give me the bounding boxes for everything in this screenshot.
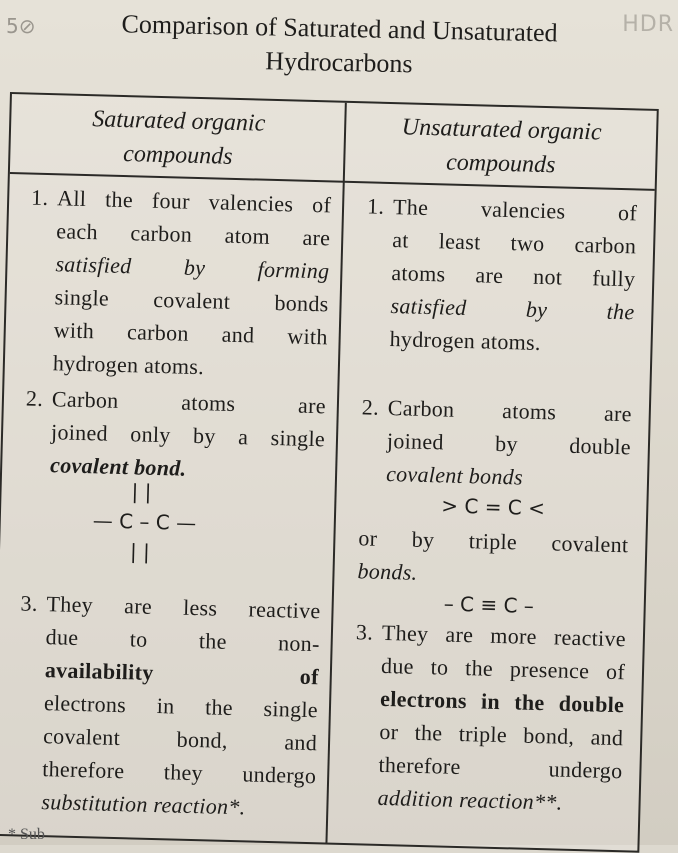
point-number: 3. [355, 619, 374, 645]
title-line-2: Hydrocarbons [264, 46, 413, 79]
saturated-point-2 [24, 382, 326, 489]
point-number: 1. [30, 184, 49, 211]
text-line: The valencies of [392, 194, 638, 226]
text-line: at least two carbon [391, 227, 637, 259]
header-saturated-line-1: Saturated organic [91, 106, 266, 137]
text-line: substitution reaction*. [41, 789, 246, 820]
text-line: each carbon atom are [56, 218, 331, 251]
hdr-watermark: HDR [622, 12, 674, 37]
text-line: bonds. [357, 558, 418, 585]
saturated-point-1 [27, 181, 332, 387]
header-unsaturated-line-2: compounds [445, 149, 556, 179]
corner-mark-left: 5⊘ [6, 14, 36, 38]
text-line: therefore they undergo [41, 756, 317, 789]
unsaturated-point-2 [360, 390, 632, 496]
comparison-table [0, 92, 659, 853]
text-line: due to the presence of [380, 652, 626, 685]
text-line: satisfied by the [390, 293, 635, 325]
unsaturated-point-1 [363, 189, 637, 361]
text-line: covalent bonds [385, 460, 524, 490]
bond-bottom: | | [129, 539, 151, 564]
text-line: therefore undergo [378, 751, 623, 784]
text-line: joined only by a single [50, 419, 326, 452]
header-saturated-line-2: compounds [122, 140, 233, 170]
unsaturated-point-3 [351, 615, 626, 820]
text-line: Carbon atoms are [51, 386, 327, 419]
bond-top: | | [131, 479, 152, 504]
footnote-fragment: * Sub [8, 826, 45, 843]
text-line: atoms are not fully [391, 260, 636, 292]
text-line: due to the non- [45, 624, 320, 657]
text-line: All the four valencies of [56, 185, 332, 218]
saturated-point-3 [15, 586, 321, 825]
unsaturated-point-2-continued [357, 521, 629, 594]
double-bond-formula: > C = C < [441, 493, 546, 521]
header-unsaturated [353, 109, 650, 185]
structure-middle: — C – C — [92, 508, 197, 536]
text-line: covalent bond. [49, 452, 187, 481]
text-line: addition reaction**. [377, 784, 563, 815]
triple-bond-formula: – C ≡ C – [443, 591, 535, 618]
text-line: They are more reactive [381, 619, 627, 652]
text-line: Carbon atoms are [387, 395, 633, 427]
point-number: 3. [20, 590, 39, 616]
text-line: electrons in the double [379, 685, 625, 718]
single-bond-structure [92, 478, 244, 572]
text-line: They are less reactive [46, 591, 321, 624]
page-title [59, 6, 620, 86]
text-line: availability of [44, 657, 320, 690]
point-number: 2. [361, 394, 380, 420]
title-line-1: Comparison of Saturated and Unsaturated [121, 9, 558, 48]
text-line: satisfied by forming [55, 251, 330, 284]
text-line: or the triple bond, and [379, 718, 624, 751]
text-line: covalent bond, and [42, 723, 318, 756]
text-line: with carbon and with [53, 317, 329, 350]
text-line: single covalent bonds [54, 284, 329, 317]
text-line: or by triple covalent [358, 525, 629, 558]
text-line: joined by double [386, 427, 632, 460]
point-number: 2. [25, 385, 44, 411]
point-number: 1. [366, 193, 385, 219]
text-line: hydrogen atoms. [389, 326, 542, 355]
header-unsaturated-line-1: Unsaturated organic [401, 114, 602, 146]
header-saturated [20, 100, 337, 176]
text-line: electrons in the single [43, 690, 319, 723]
text-line: hydrogen atoms. [52, 350, 205, 380]
